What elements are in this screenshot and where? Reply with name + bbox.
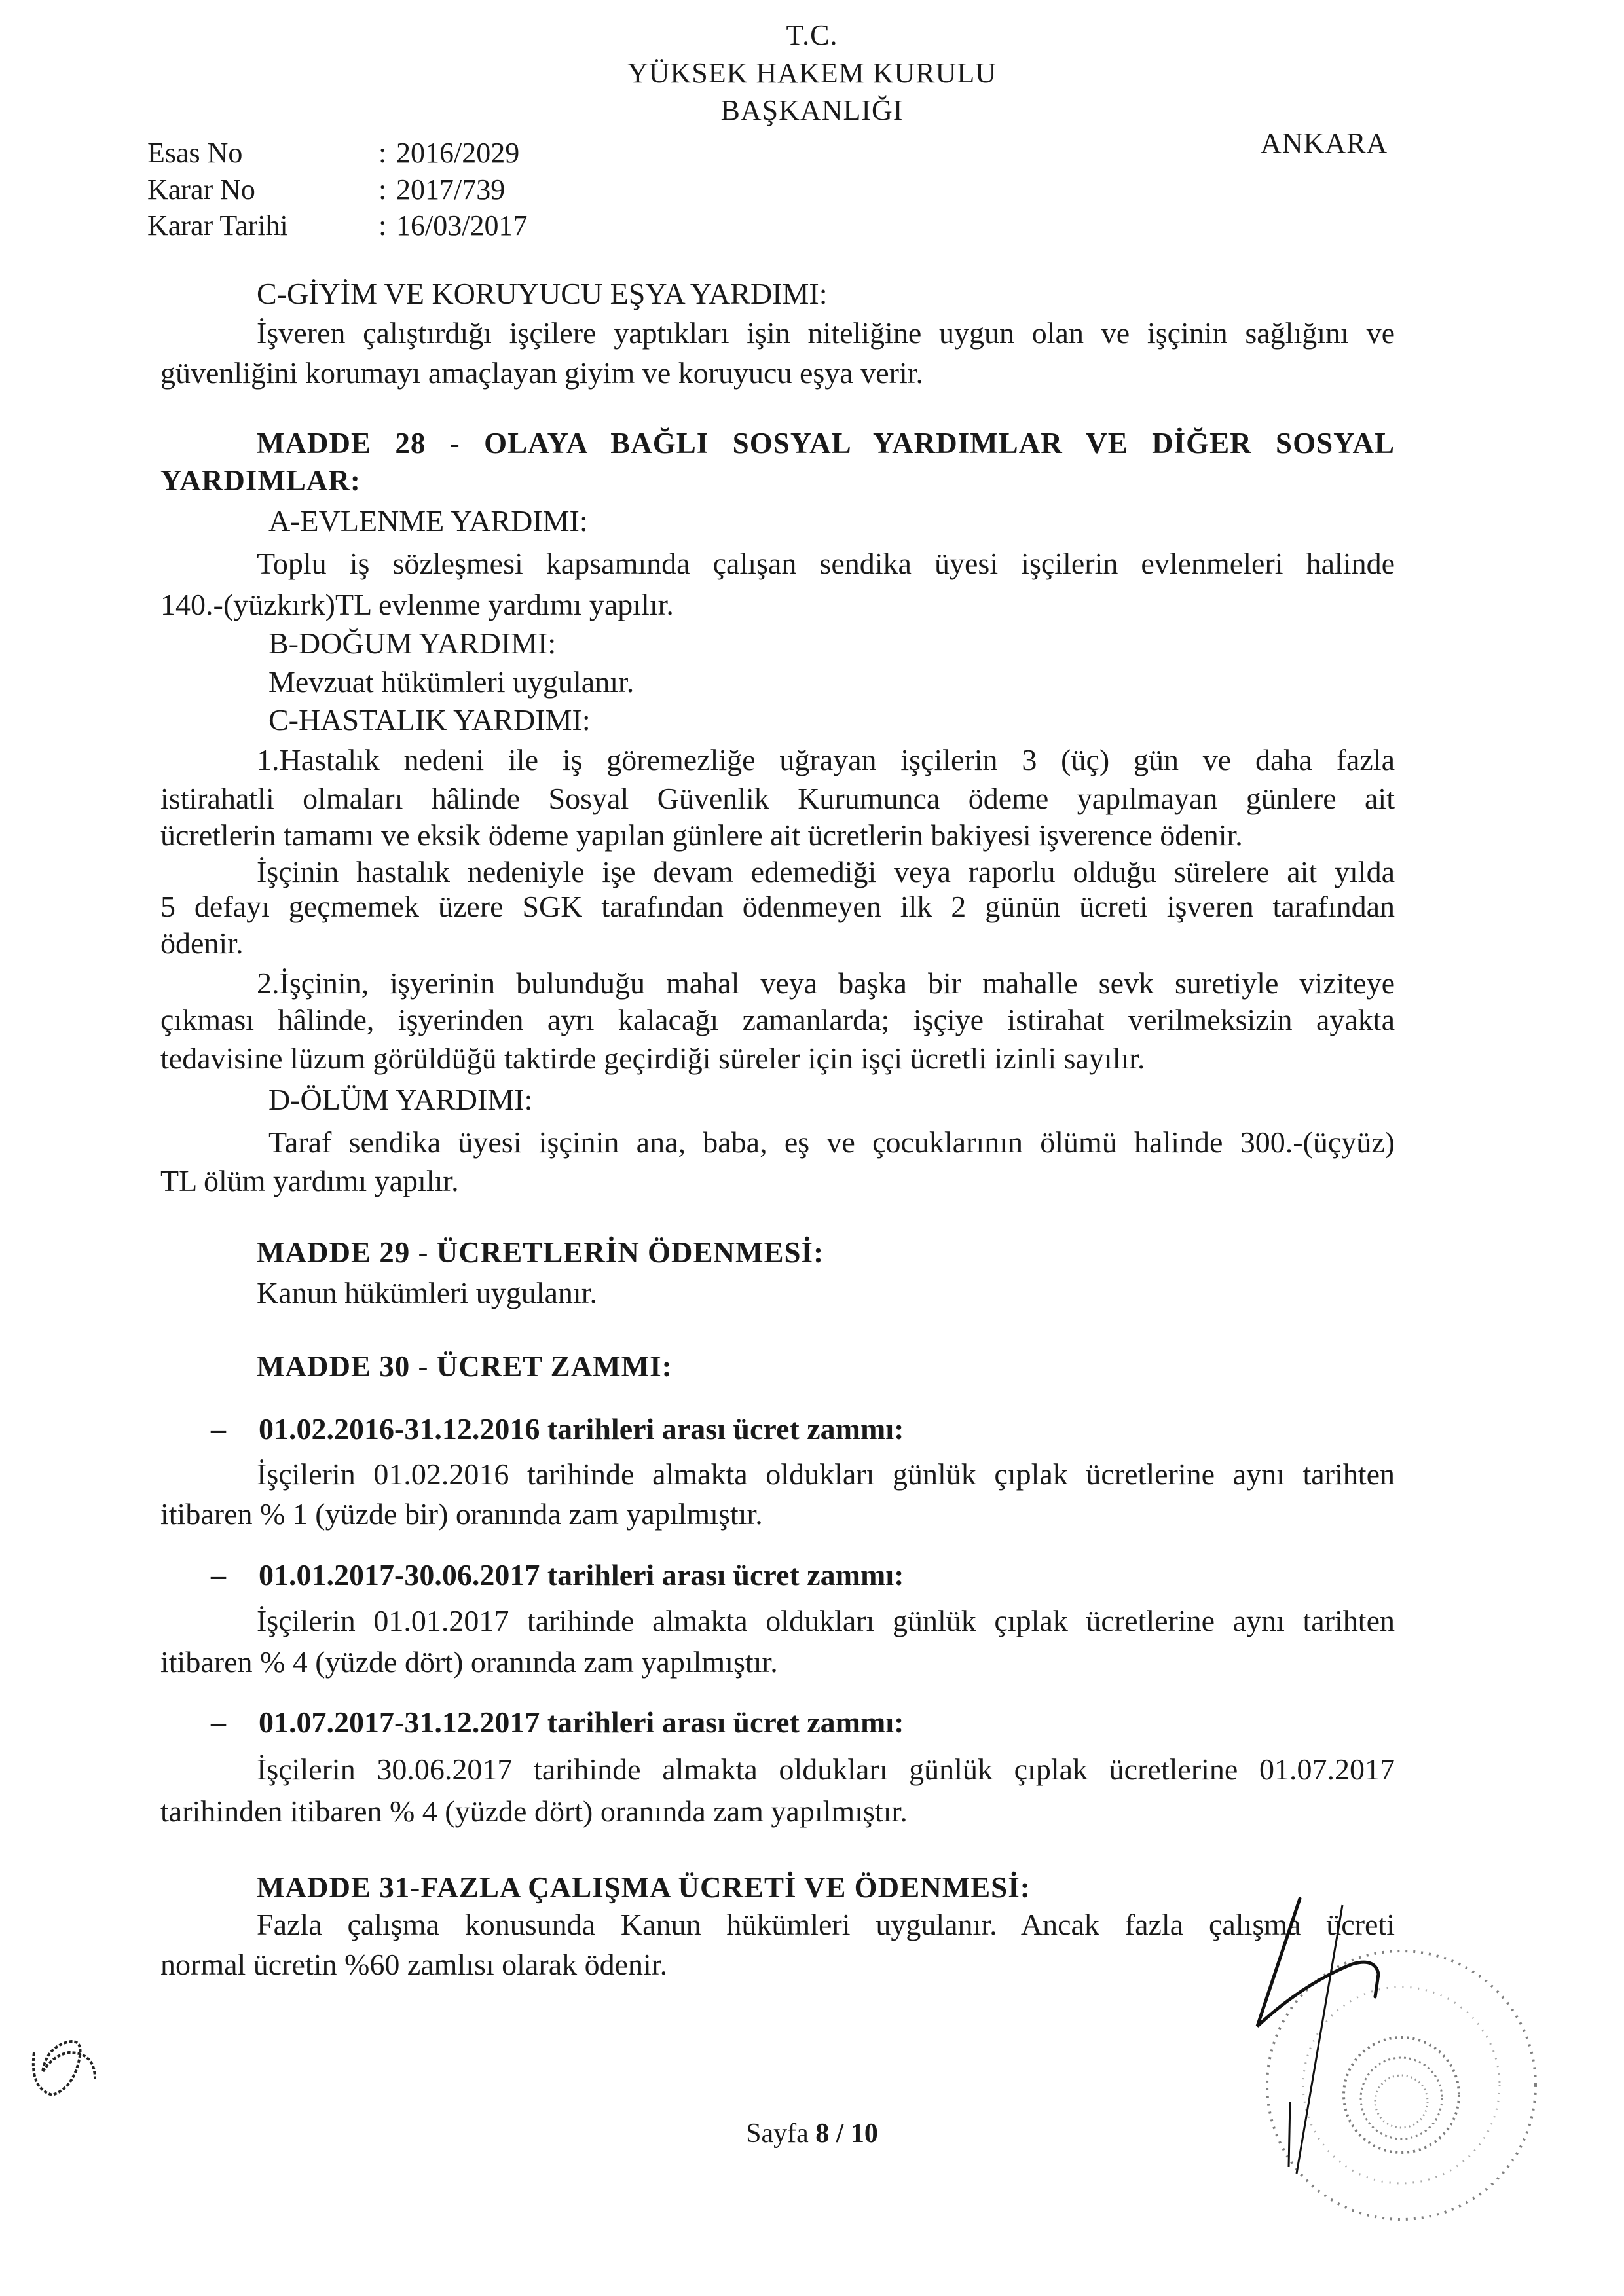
initials-icon <box>26 2036 105 2115</box>
paragraph-line: İşçinin hastalık nedeniyle işe devam edemediği veya raporlu olduğu sürelere ait yılda <box>257 855 1395 888</box>
header-city: ANKARA <box>1261 127 1388 159</box>
subsection-title-dogum: B-DOĞUM YARDIMI: <box>268 627 557 660</box>
paragraph-line: ödenir. <box>160 926 244 960</box>
paragraph-line: tedavisine lüzum görüldüğü taktirde geçirdiği süreler için işçi ücretli izinli sayılır. <box>160 1042 1145 1075</box>
signature-icon <box>1211 1886 1408 2200</box>
paragraph-line: 1.Hastalık nedeni ile iş göremezliğe uğrayan işçilerin 3 (üç) gün ve daha fazla <box>257 743 1395 776</box>
karar-no-value: 2017/739 <box>396 173 506 206</box>
paragraph-line: İşçilerin 30.06.2017 tarihinde almakta oldukları günlük çıplak ücretlerine 01.07.2017 <box>257 1753 1395 1786</box>
paragraph-line: güvenliğini korumayı amaçlayan giyim ve koruyucu eşya verir. <box>160 356 924 390</box>
subsection-title-hastalik: C-HASTALIK YARDIMI: <box>268 703 591 737</box>
article-28-title-cont: YARDIMLAR: <box>160 464 361 497</box>
esas-no-label: Esas No <box>147 137 243 169</box>
period-title: 01.02.2016-31.12.2016 tarihleri arası ücret zammı: <box>259 1412 904 1446</box>
esas-no-value: 2016/2029 <box>396 137 520 169</box>
article-29-title: MADDE 29 - ÜCRETLERİN ÖDENMESİ: <box>257 1236 824 1269</box>
paragraph-line: Fazla çalışma konusunda Kanun hükümleri uygulanır. Ancak fazla çalışma ücreti <box>257 1908 1395 1941</box>
paragraph-line: ücretlerin tamamı ve eksik ödeme yapılan günlere ait ücretlerin bakiyesi işverence ödenir. <box>160 818 1243 852</box>
section-title-giyim: C-GİYİM VE KORUYUCU EŞYA YARDIMI: <box>257 277 828 310</box>
header-presidency: BAŞKANLIĞI <box>720 94 904 126</box>
paragraph-line: 140.-(yüzkırk)TL evlenme yardımı yapılır. <box>160 588 674 621</box>
paragraph-line: TL ölüm yardımı yapılır. <box>160 1164 459 1197</box>
karar-no-separator: : <box>378 173 387 206</box>
esas-no-separator: : <box>378 137 387 169</box>
paragraph-line: istirahatli olmaları hâlinde Sosyal Güvenlik Kurumunca ödeme yapılmayan günlere ait <box>160 782 1395 815</box>
paragraph-line: tarihinden itibaren % 4 (yüzde dört) oranında zam yapılmıştır. <box>160 1795 908 1828</box>
article-28-title: MADDE 28 - OLAYA BAĞLI SOSYAL YARDIMLAR VE DİĞER SOSYAL <box>257 427 1395 460</box>
paragraph-line: normal ücretin %60 zamlısı olarak ödenir. <box>160 1948 668 1981</box>
period-title: 01.07.2017-31.12.2017 tarihleri arası ücret zammı: <box>259 1705 904 1739</box>
subsection-title-olum: D-ÖLÜM YARDIMI: <box>268 1083 533 1116</box>
subsection-title-evlenme: A-EVLENME YARDIMI: <box>268 504 588 538</box>
karar-tarihi-separator: : <box>378 210 387 242</box>
paragraph-line: itibaren % 4 (yüzde dört) oranında zam yapılmıştır. <box>160 1645 778 1679</box>
bullet-dash: – <box>211 1412 226 1446</box>
period-title: 01.01.2017-30.06.2017 tarihleri arası ücret zammı: <box>259 1558 904 1592</box>
article-30-title: MADDE 30 - ÜCRET ZAMMI: <box>257 1350 673 1383</box>
paragraph-line: 2.İşçinin, işyerinin bulunduğu mahal veya başka bir mahalle sevk suretiyle viziteye <box>257 966 1395 1000</box>
header-tc: T.C. <box>786 19 838 51</box>
paragraph-line: çıkması hâlinde, işyerinden ayrı kalacağı zamanlarda; işçiye istirahat verilmeksizin ayakta <box>160 1003 1395 1036</box>
paragraph-line: 5 defayı geçmemek üzere SGK tarafından ödenmeyen ilk 2 günün ücreti işveren tarafından <box>160 890 1395 923</box>
page-number: 8 / 10 <box>815 2119 878 2149</box>
bullet-dash: – <box>211 1558 226 1592</box>
paragraph-line: Toplu iş sözleşmesi kapsamında çalışan sendika üyesi işçilerin evlenmeleri halinde <box>257 547 1395 580</box>
paragraph-line: İşçilerin 01.01.2017 tarihinde almakta oldukları günlük çıplak ücretlerine aynı tarihten <box>257 1604 1395 1637</box>
paragraph-line: İşveren çalıştırdığı işçilere yaptıkları işin niteliğine uygun olan ve işçinin sağlığını ve <box>257 316 1395 350</box>
bullet-dash: – <box>211 1705 226 1739</box>
header-institution: YÜKSEK HAKEM KURULU <box>627 57 997 89</box>
article-31-title: MADDE 31-FAZLA ÇALIŞMA ÜCRETİ VE ÖDENMESİ: <box>257 1871 1031 1904</box>
page-label: Sayfa <box>746 2119 809 2149</box>
karar-no-label: Karar No <box>147 173 255 206</box>
paragraph-line: İşçilerin 01.02.2016 tarihinde almakta oldukları günlük çıplak ücretlerine aynı tarihten <box>257 1457 1395 1491</box>
karar-tarihi-label: Karar Tarihi <box>147 210 288 242</box>
paragraph-line: Mevzuat hükümleri uygulanır. <box>268 665 635 699</box>
paragraph-line: itibaren % 1 (yüzde bir) oranında zam yapılmıştır. <box>160 1497 763 1531</box>
paragraph-line: Kanun hükümleri uygulanır. <box>257 1276 597 1309</box>
paragraph-line: Taraf sendika üyesi işçinin ana, baba, eş ve çocuklarının ölümü halinde 300.-(üçyüz) <box>268 1125 1395 1159</box>
karar-tarihi-value: 16/03/2017 <box>396 210 528 242</box>
